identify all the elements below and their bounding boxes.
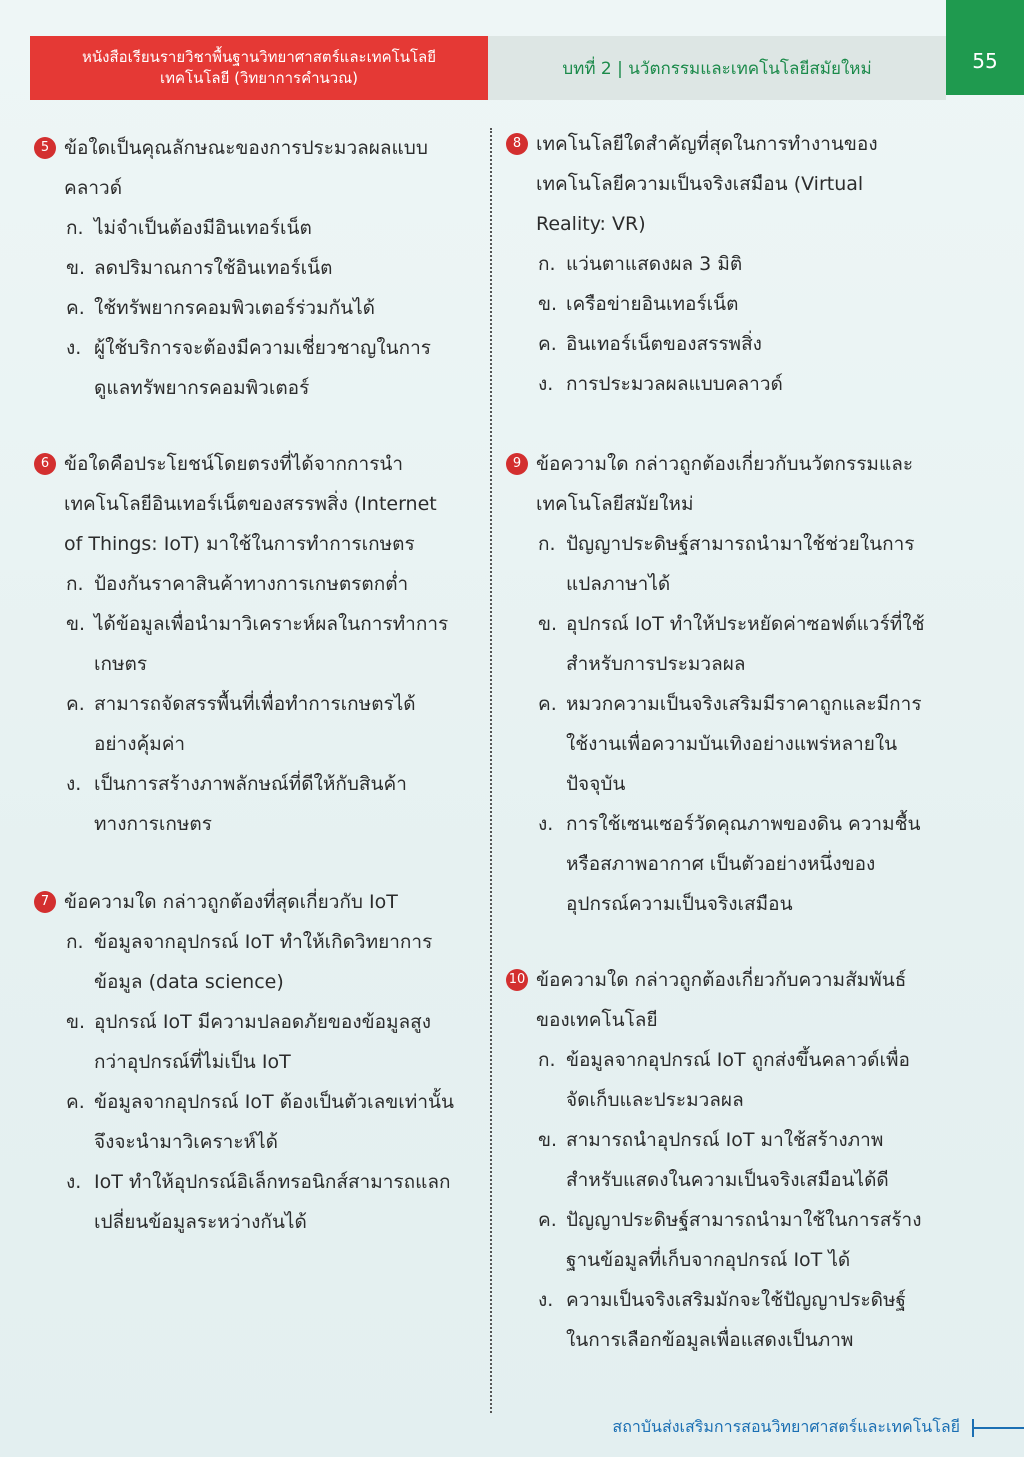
option-item: ก. ข้อมูลจากอุปกรณ์ IoT ถูกส่งขึ้นคลาวด์เพื่อจัดเก็บและประมวลผล bbox=[538, 1049, 910, 1111]
option-item: ง. IoT ทำให้อุปกรณ์อิเล็กทรอนิกส์สามารถแลกเปลี่ยนข้อมูลระหว่างกันได้ bbox=[66, 1171, 451, 1233]
option-item: ข. ได้ข้อมูลเพื่อนำมาวิเคราะห์ผลในการทำการเกษตร bbox=[66, 613, 449, 675]
footer-rule bbox=[972, 1427, 1024, 1429]
question-5 bbox=[34, 128, 454, 408]
book-title-line1: หนังสือเรียนรายวิชาพื้นฐานวิทยาศาสตร์และเทคโนโลยี bbox=[82, 48, 436, 66]
question-stem: ข้อความใด กล่าวถูกต้องที่สุดเกี่ยวกับ IoT bbox=[64, 891, 398, 913]
question-number-badge: 9 bbox=[506, 453, 528, 475]
option-item: ข. สามารถนำอุปกรณ์ IoT มาใช้สร้างภาพสำหรับแสดงในความเป็นจริงเสมือนได้ดี bbox=[538, 1129, 889, 1191]
chapter-title: บทที่ 2 | นวัตกรรมและเทคโนโลยีสมัยใหม่ bbox=[562, 58, 872, 79]
option-item: ง. ความเป็นจริงเสริมมักจะใช้ปัญญาประดิษฐ์ในการเลือกข้อมูลเพื่อแสดงเป็นภาพ bbox=[538, 1289, 907, 1351]
question-stem: ข้อใดคือประโยชน์โดยตรงที่ได้จากการนำเทคโนโลยีอินเทอร์เน็ตของสรรพสิ่ง (Internet of Things: IoT) มาใช้ในการทำการเกษตร bbox=[64, 453, 437, 555]
option-item: ข. ลดปริมาณการใช้อินเทอร์เน็ต bbox=[66, 257, 333, 279]
question-number-badge: 7 bbox=[34, 891, 56, 913]
column-divider bbox=[490, 128, 492, 1413]
option-item: ข. อุปกรณ์ IoT ทำให้ประหยัดค่าซอฟต์แวร์ที่ใช้สำหรับการประมวลผล bbox=[538, 613, 925, 675]
option-item: ก. ไม่จำเป็นต้องมีอินเทอร์เน็ต bbox=[66, 217, 312, 239]
publisher-footer: สถาบันส่งเสริมการสอนวิทยาศาสตร์และเทคโนโลยี bbox=[612, 1417, 960, 1436]
option-item: ข. เครือข่ายอินเทอร์เน็ต bbox=[538, 293, 739, 315]
option-item: ก. แว่นตาแสดงผล 3 มิติ bbox=[538, 253, 743, 275]
book-title-line2: เทคโนโลยี (วิทยาการคำนวณ) bbox=[159, 69, 358, 87]
option-item: ก. ปัญญาประดิษฐ์สามารถนำมาใช้ช่วยในการแปลภาษาได้ bbox=[538, 533, 915, 595]
option-item: ค. สามารถจัดสรรพื้นที่เพื่อทำการเกษตรได้อย่างคุ้มค่า bbox=[66, 693, 416, 755]
question-9 bbox=[506, 444, 926, 924]
question-8 bbox=[506, 124, 926, 404]
option-item: ค. ปัญญาประดิษฐ์สามารถนำมาใช้ในการสร้างฐานข้อมูลที่เก็บจากอุปกรณ์ IoT ได้ bbox=[538, 1209, 922, 1271]
question-number-badge: 5 bbox=[34, 137, 56, 159]
option-item: ข. อุปกรณ์ IoT มีความปลอดภัยของข้อมูลสูงกว่าอุปกรณ์ที่ไม่เป็น IoT bbox=[66, 1011, 432, 1073]
question-6 bbox=[34, 444, 454, 844]
option-item: ง. การประมวลผลแบบคลาวด์ bbox=[538, 373, 783, 395]
chapter-banner bbox=[488, 36, 946, 100]
question-number-badge: 8 bbox=[506, 133, 528, 155]
question-stem: ข้อความใด กล่าวถูกต้องเกี่ยวกับความสัมพันธ์ของเทคโนโลยี bbox=[536, 969, 907, 1031]
page-number-tab bbox=[946, 0, 1024, 95]
page-number: 55 bbox=[972, 49, 998, 73]
book-title-banner bbox=[30, 36, 488, 100]
question-stem: ข้อใดเป็นคุณลักษณะของการประมวลผลแบบคลาวด์ bbox=[64, 137, 428, 199]
question-number-badge: 10 bbox=[506, 969, 528, 991]
question-stem: เทคโนโลยีใดสำคัญที่สุดในการทำงานของเทคโนโลยีความเป็นจริงเสมือน (Virtual Reality: VR) bbox=[536, 133, 878, 235]
option-item: ก. ข้อมูลจากอุปกรณ์ IoT ทำให้เกิดวิทยาการข้อมูล (data science) bbox=[66, 931, 433, 993]
option-item: ค. ใช้ทรัพยากรคอมพิวเตอร์ร่วมกันได้ bbox=[66, 297, 376, 319]
option-item: ค. หมวกความเป็นจริงเสริมมีราคาถูกและมีการใช้งานเพื่อความบันเทิงอย่างแพร่หลายในปัจจุบัน bbox=[538, 693, 922, 795]
question-7 bbox=[34, 882, 454, 1242]
question-number-badge: 6 bbox=[34, 453, 56, 475]
option-item: ค. ข้อมูลจากอุปกรณ์ IoT ต้องเป็นตัวเลขเท่านั้นจึงจะนำมาวิเคราะห์ได้ bbox=[66, 1091, 454, 1153]
option-item: ค. อินเทอร์เน็ตของสรรพสิ่ง bbox=[538, 333, 762, 355]
question-10 bbox=[506, 960, 926, 1360]
option-item: ง. เป็นการสร้างภาพลักษณ์ที่ดีให้กับสินค้าทางการเกษตร bbox=[66, 773, 407, 835]
option-item: ก. ป้องกันราคาสินค้าทางการเกษตรตกต่ำ bbox=[66, 573, 409, 595]
option-item: ง. การใช้เซนเซอร์วัดคุณภาพของดิน ความชื้นหรือสภาพอากาศ เป็นตัวอย่างหนึ่งของอุปกรณ์ความเป็นจริงเสมือน bbox=[538, 813, 921, 915]
option-item: ง. ผู้ใช้บริการจะต้องมีความเชี่ยวชาญในการดูแลทรัพยากรคอมพิวเตอร์ bbox=[66, 337, 431, 399]
question-stem: ข้อความใด กล่าวถูกต้องเกี่ยวกับนวัตกรรมและเทคโนโลยีสมัยใหม่ bbox=[536, 453, 914, 515]
